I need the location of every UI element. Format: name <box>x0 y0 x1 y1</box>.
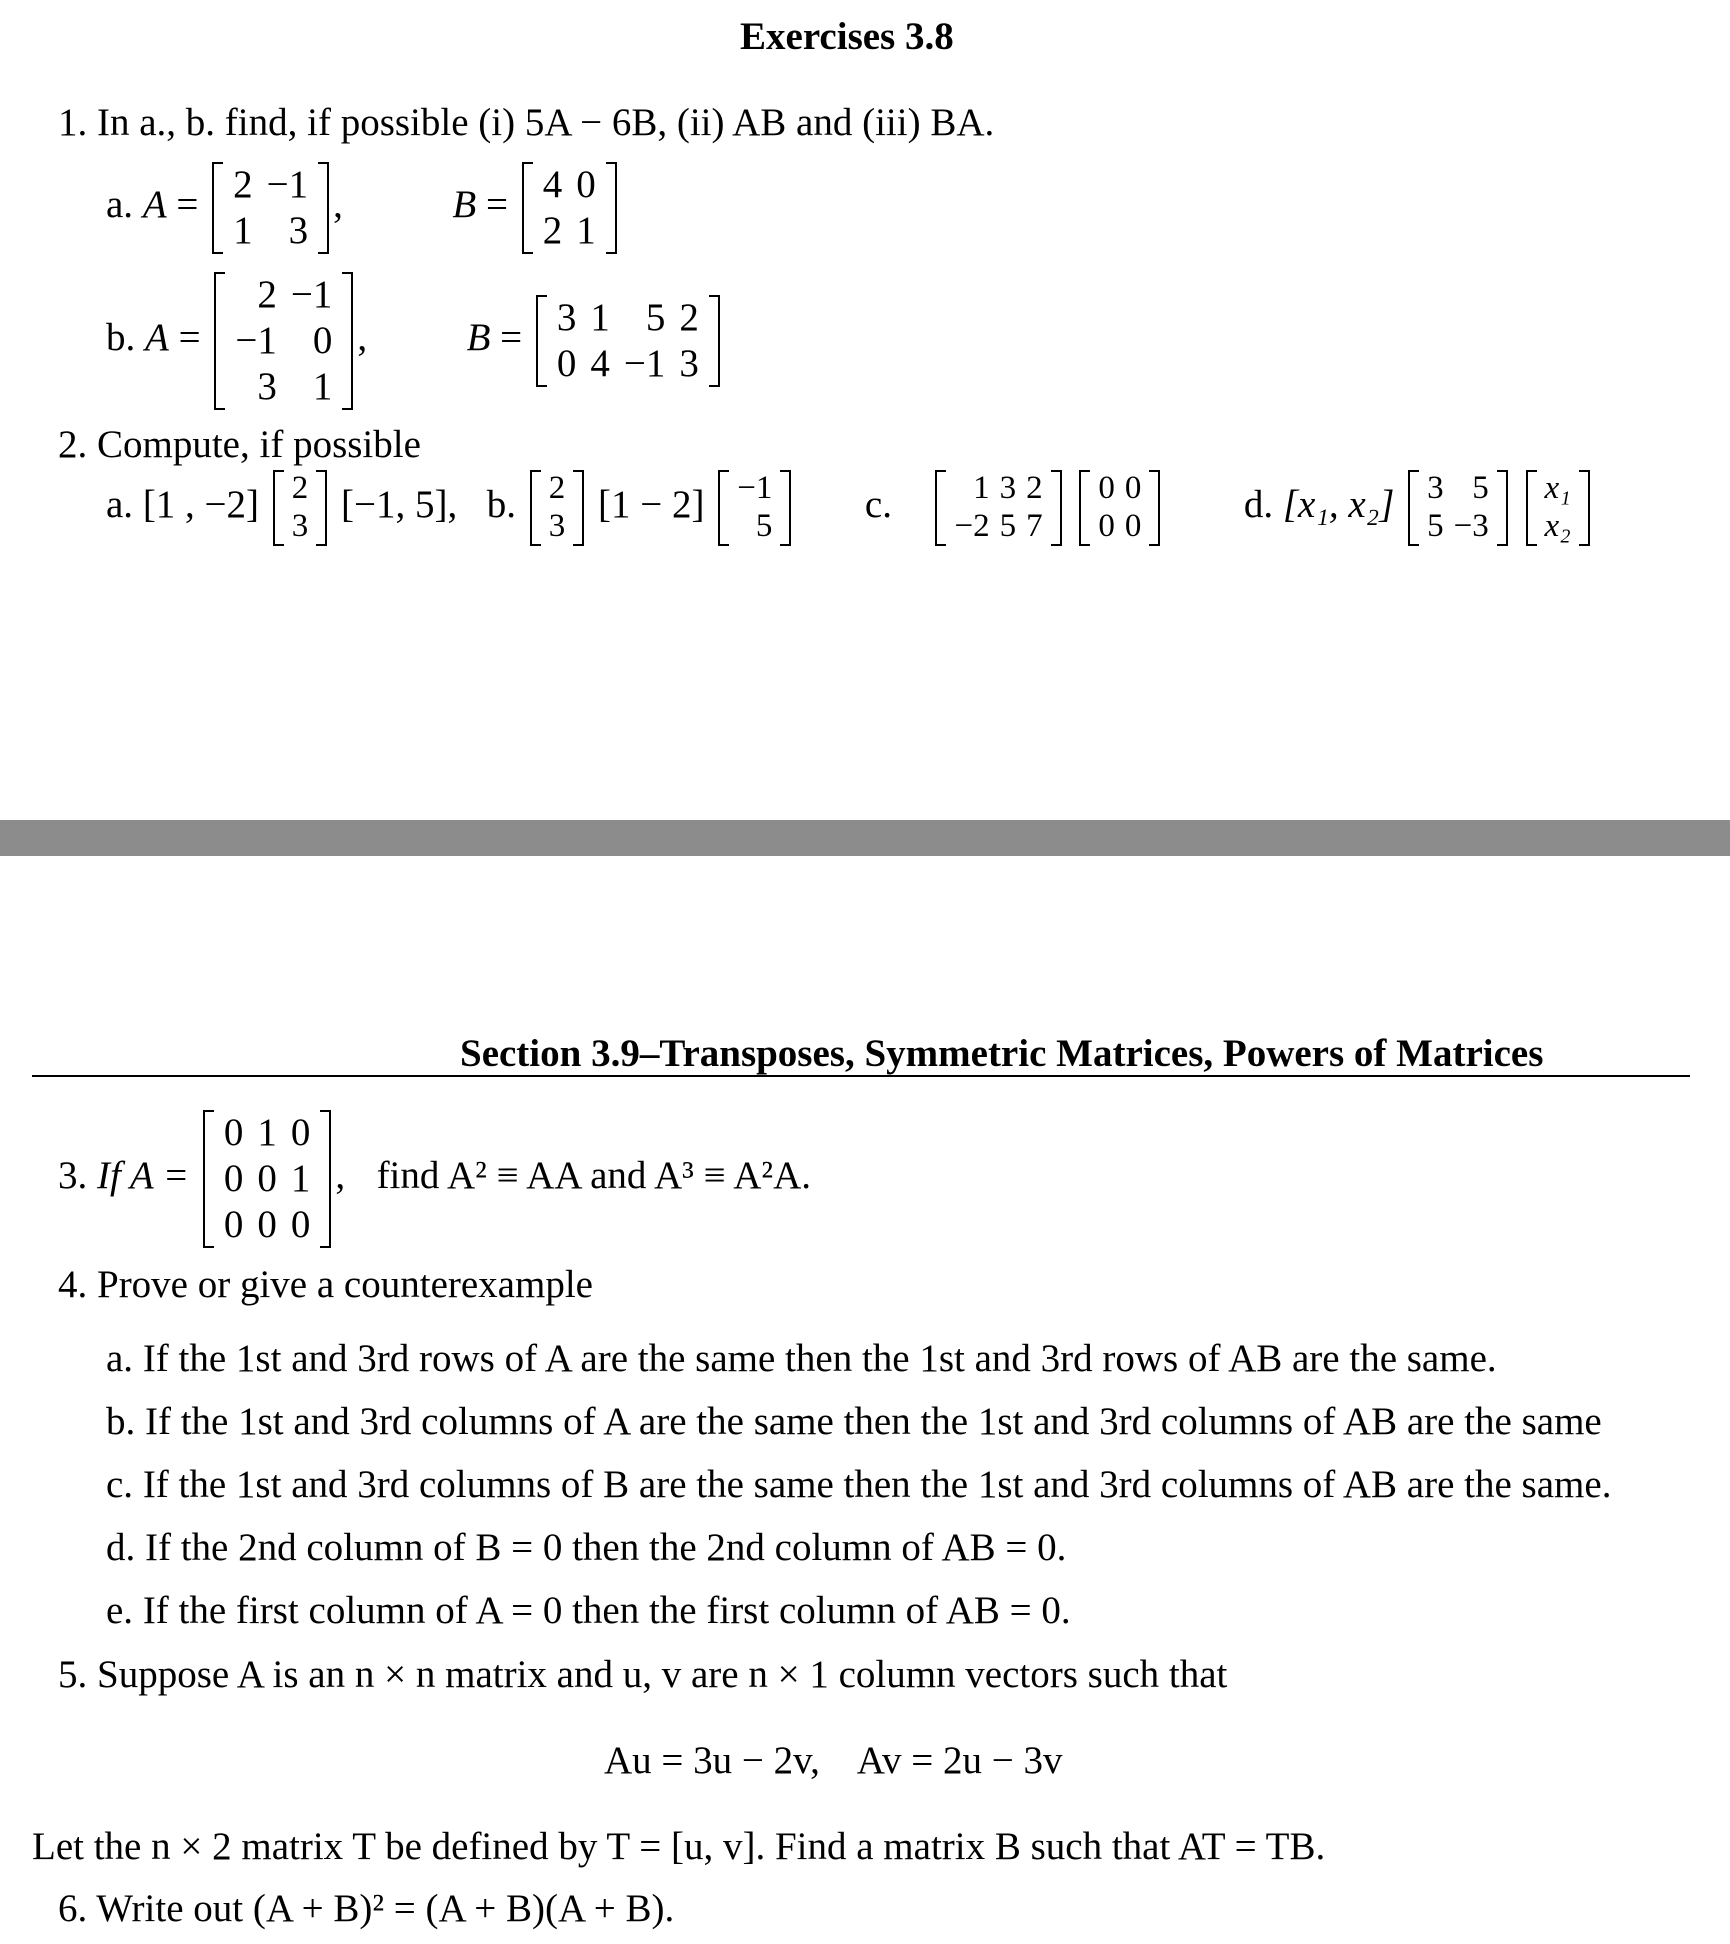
matrix-entry: 2 <box>679 296 699 340</box>
matrix <box>1408 470 1508 546</box>
question-4b <box>106 1399 1602 1446</box>
item-text: If the 1st and 3rd rows of A are the same then the 1st and 3rd rows of AB are the same. <box>142 1337 1497 1380</box>
question-6 <box>58 1886 674 1933</box>
question-text: Prove or give a counterexample <box>97 1263 593 1306</box>
matrix-entry: 0 <box>312 319 333 363</box>
column-vector <box>530 470 585 546</box>
item-label: b. <box>486 482 517 526</box>
matrix-entry: 0 <box>257 1157 277 1201</box>
item-label: c. <box>864 482 892 526</box>
question-number: 5. <box>58 1653 88 1696</box>
section-title: Section 3.9–Transposes, Symmetric Matrices, Powers of Matrices <box>460 1032 1544 1075</box>
matrix-entry: 0 <box>576 163 596 206</box>
question-4c <box>106 1462 1611 1509</box>
matrix-entry: 4 <box>590 342 610 386</box>
question-4d <box>106 1525 1066 1572</box>
item-text: If the 1st and 3rd columns of B are the same then the 1st and 3rd columns of AB are the same. <box>142 1463 1612 1506</box>
item-label: a. <box>106 182 134 226</box>
question-4 <box>58 1262 593 1309</box>
matrix-entry: 2 <box>548 470 566 506</box>
question-text: find A² ≡ AA and A³ ≡ A²A. <box>376 1153 811 1197</box>
item-text: If the first column of A = 0 then the first column of AB = 0. <box>142 1589 1071 1632</box>
matrix-entry: 5 <box>999 507 1017 544</box>
zero-matrix <box>1079 470 1160 546</box>
matrix-entry: 5 <box>645 296 666 340</box>
item-label: d. <box>1243 482 1274 526</box>
matrix-entry: 7 <box>1026 507 1043 544</box>
matrix-entry: 3 <box>548 507 566 544</box>
matrix-entry: 1 <box>290 1157 311 1201</box>
row-vector: [1 − 2] <box>598 482 705 526</box>
matrix-entry: 3 <box>556 296 577 340</box>
question-1 <box>58 100 994 147</box>
matrix-entry: 0 <box>1124 507 1142 544</box>
matrix-entry: 3 <box>257 365 277 409</box>
matrix-entry: 2 <box>291 470 309 506</box>
matrix-entry: 0 <box>290 1111 311 1154</box>
matrix-entry: 1 <box>257 1111 277 1154</box>
matrix-entry: 0 <box>223 1203 244 1247</box>
question-number: 2. <box>58 423 88 466</box>
question-1a: a. A = 2 −1 1 3 , B = 4 0 2 1 <box>106 162 621 254</box>
item-text: If the 1st and 3rd columns of A are the same then the 1st and 3rd columns of AB are the same <box>145 1400 1602 1443</box>
question-number: 4. <box>58 1263 88 1306</box>
question-4e <box>106 1588 1071 1635</box>
section-rule <box>32 1075 1690 1077</box>
matrix-entry: 1 <box>973 470 990 506</box>
item-label: d. <box>106 1526 136 1569</box>
matrix-entry: 3 <box>679 342 699 386</box>
question-text: In a., b. find, if possible (i) 5A − 6B, (ii) AB and (iii) BA. <box>97 101 995 144</box>
matrix-entry: 0 <box>1098 507 1115 544</box>
matrix-entry: 1 <box>590 296 610 340</box>
row-vector: [1 , −2] <box>142 482 260 526</box>
item-label: e. <box>106 1589 134 1632</box>
item-label: b. <box>106 315 136 359</box>
question-4a <box>106 1336 1497 1383</box>
matrix-entry: x₁ <box>1544 470 1571 506</box>
column-vector <box>718 470 791 546</box>
matrix-entry: 5 <box>755 507 773 544</box>
matrix-entry: 2 <box>233 163 253 206</box>
matrix <box>935 470 1061 546</box>
matrix-entry: 0 <box>223 1157 244 1201</box>
matrix <box>212 162 329 254</box>
question-text: Suppose A is an n × n matrix and u, v are n × 1 column vectors such that <box>97 1653 1228 1696</box>
matrix-entry: −3 <box>1453 507 1489 544</box>
matrix-entry: 0 <box>556 342 577 386</box>
matrix-entry: 5 <box>1472 470 1489 506</box>
row-vector: [−1, 5], <box>341 482 458 526</box>
matrix <box>522 162 617 254</box>
question-number: 1. <box>58 101 88 144</box>
matrix-entry: 2 <box>542 209 563 253</box>
matrix-entry: 1 <box>312 365 333 409</box>
item-text: If the 2nd column of B = 0 then the 2nd column of AB = 0. <box>145 1526 1067 1569</box>
matrix-entry: 3 <box>1427 470 1444 506</box>
matrix-entry: −1 <box>235 319 277 363</box>
matrix-entry: 0 <box>1098 470 1115 506</box>
question-5-equation: Au = 3u − 2v, Av = 2u − 3v <box>604 1739 1063 1782</box>
item-label: a. <box>106 1337 134 1380</box>
matrix-entry: 2 <box>1026 470 1043 506</box>
question-2-items <box>106 470 1594 546</box>
matrix-entry: −1 <box>290 273 333 316</box>
question-prefix: If A = <box>97 1153 190 1197</box>
question-text: Write out (A + B)² = (A + B)(A + B). <box>96 1887 675 1930</box>
matrix-entry: −1 <box>623 342 666 386</box>
matrix-entry: 3 <box>291 507 309 544</box>
page-separator-band <box>0 820 1730 856</box>
matrix-entry: 0 <box>223 1111 244 1154</box>
question-1b: b. A = 2 −1 −1 0 3 1 , B = 3 1 5 2 0 4 −1 3 <box>106 272 724 410</box>
matrix-entry: 0 <box>290 1203 311 1247</box>
matrix-entry: −1 <box>737 470 773 506</box>
row-vector: [x₁, x₂] <box>1282 482 1395 526</box>
question-3: 3. If A = 0 1 0 0 0 1 0 0 0 , find A² ≡ AA and A³ ≡ A²A. <box>58 1110 811 1248</box>
page-title: Exercises 3.8 <box>740 15 954 58</box>
matrix-entry: 5 <box>1427 507 1444 544</box>
item-label: b. <box>106 1400 136 1443</box>
item-label: a. <box>106 482 134 526</box>
exercises-3-8 <box>0 0 1730 820</box>
matrix-entry: 0 <box>257 1203 277 1247</box>
matrix-entry: 2 <box>257 273 277 316</box>
column-vector <box>1526 470 1590 546</box>
matrix-entry: 0 <box>1124 470 1142 506</box>
column-vector <box>273 470 328 546</box>
matrix-entry: 1 <box>576 209 596 253</box>
matrix-entry: −2 <box>954 507 990 544</box>
matrix-entry: 3 <box>999 470 1017 506</box>
matrix-entry: −1 <box>266 163 309 206</box>
question-5-followup: Let the n × 2 matrix T be defined by T = [u, v]. Find a matrix B such that AT = TB. <box>32 1825 1326 1868</box>
question-number: 6. <box>58 1887 88 1930</box>
matrix <box>214 272 353 410</box>
question-5 <box>58 1652 1227 1699</box>
matrix-entry: 1 <box>233 209 253 253</box>
matrix <box>203 1110 332 1248</box>
matrix-entry: x₂ <box>1544 507 1571 544</box>
question-text: Compute, if possible <box>97 423 421 466</box>
matrix-entry: 3 <box>288 209 309 253</box>
question-number: 3. <box>58 1153 88 1197</box>
question-2 <box>58 422 421 469</box>
item-label: c. <box>106 1463 134 1506</box>
matrix-entry: 4 <box>542 163 563 206</box>
matrix <box>536 295 720 387</box>
